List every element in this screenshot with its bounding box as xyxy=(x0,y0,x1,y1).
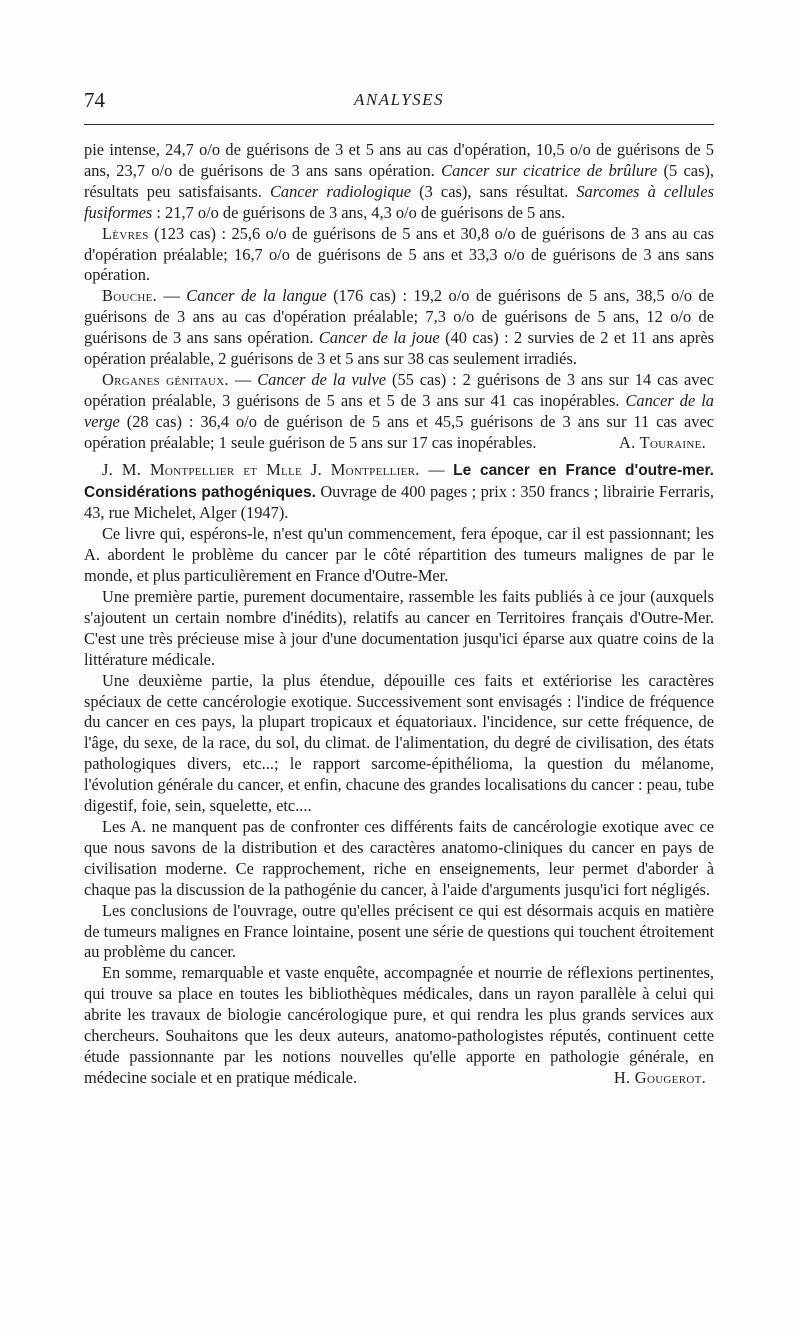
text-run: : 21,7 o/o de guérisons de 3 ans, 4,3 o/o de guérisons de 5 ans. xyxy=(152,202,566,222)
reference-title: Le cancer en France d'outre-mer. Considérations pathogéniques. xyxy=(84,461,714,501)
paragraph-part-two: Une deuxième partie, la plus étendue, dépouille ces faits et extériorise les caractères spéciaux de cette cancérologie exotique. Successivement sont envisagés : l'indice de fréquence du cancer en ces pays, la plupart tropicaux et équatoriaux. l'incidence, sur cette fréquence, de l'âge, du sexe, de la race, du sol, du climat. de l'alimentation, du degré de civilisation, des états pathologiques divers, etc...; le rapport sarcome-épithélioma, la question du mélanome, l'évolution générale du cancer, et enfin, chacune des grandes localisations du cancer : peau, tube digestif, foie, sein, squelette, etc.... xyxy=(84,670,714,816)
text-run: (55 cas) : 2 guérisons de 3 ans sur 14 cas avec opération préalable, 3 guérisons de 5 ans et 5 de 3 ans sur 41 cas inopérables. xyxy=(84,369,714,410)
text-run: (3 cas), sans résultat. xyxy=(411,181,577,201)
text-run: — xyxy=(228,369,258,389)
signature-gougerot: H. Gougerot. xyxy=(613,1067,706,1087)
text-run: (40 cas) : 2 survies de 2 et 11 ans après opération préalable, 2 guérisons de 3 et 5 ans sur 38 cas seulement irradiés. xyxy=(84,328,715,369)
italic-run: Cancer de la joue xyxy=(318,328,440,348)
signature-touraine: A. Touraine. xyxy=(619,432,706,452)
italic-run: Cancer de la langue xyxy=(186,286,327,306)
italic-run: Cancer sur cicatrice de brûlure xyxy=(441,160,658,180)
paragraph-part-one: Une première partie, purement documentaire, rassemble les faits publiés à ce jour (auxquels s'ajoutent un certain nombre d'inédits), relatifs au cancer en Territoires français d'Outre-Mer. C'est une très précieuse mise à jour d'une documentation jusqu'ici éparse aux quatre coins de la littérature médicale. xyxy=(84,587,714,669)
paragraph-comparison: Les A. ne manquent pas de confronter ces différents faits de cancérologie exotique avec ce que nous savons de la distribution et des caractères anatomo-cliniques du cancer en pays de civilisation moderne. Ce rapprochement, riche en enseignements, leur permet d'aborder à chaque pas la discussion de la pathogénie du cancer, à l'aide d'arguments jusqu'ici fort négligés. xyxy=(84,817,714,899)
text-run: En somme, remarquable et vaste enquête, accompagnée et nourrie de réflexions pertinentes, qui trouve sa place en toutes les bibliothèques médicales, dans un rayon parallèle à celui qui abrite les travaux de biologie cancérologique pure, et qui rendra les plus grands services aux chercheurs. Souhaitons que les deux auteurs, anatomo-pathologistes réputés, continuent cette étude passionnante par les notions nouvelles qu'elle apporte en pathologie générale, en médecine sociale et en pratique médicale. xyxy=(84,963,714,1087)
text-run: (176 cas) : 19,2 o/o de guérisons de 5 ans, 38,5 o/o de guérisons de 3 ans au cas d'opération préalable; 7,3 o/o de guérisons de 5 ans, 12 o/o de guérisons de 3 ans sans opération. xyxy=(84,286,715,348)
text-run: (28 cas) : 36,4 o/o de guérison de 5 ans et 45,5 guérisons de 3 ans sur 11 cas avec opération préalable; 1 seule guérison de 5 ans sur 17 cas inopérables. xyxy=(84,411,714,452)
page-number: 74 xyxy=(84,88,105,112)
paragraph-intro: Ce livre qui, espérons-le, n'est qu'un commencement, fera époque, car il est passionnant; les A. abordent le problème du cancer par le côté répartition des tumeurs malignes de par le monde, et plus particulièrement en France d'Outre-Mer. xyxy=(84,524,714,586)
reference-details: Ouvrage de 400 pages ; prix : 350 francs ; librairie Ferraris, 43, rue Michelet, Alger (1947). xyxy=(84,481,714,523)
section-label: Lèvres xyxy=(102,223,149,243)
italic-run: Cancer de la vulve xyxy=(257,369,387,389)
text-run: (5 cas), résultats peu satisfaisants. xyxy=(84,160,715,201)
italic-run: Cancer de la verge xyxy=(84,390,714,431)
italic-run: Sarcomes à cellules fusiformes xyxy=(84,181,714,222)
article-body xyxy=(84,140,714,1089)
paragraph-skin-results xyxy=(84,140,714,224)
paragraph-summary xyxy=(84,963,714,1088)
paragraph-conclusions: Les conclusions de l'ouvrage, outre qu'elles précisent ce qui est désormais acquis en matière de tumeurs malignes en France lointaine, posent une série de questions qui touchent étroitement au problème du cancer. xyxy=(84,900,714,962)
paragraph-organes xyxy=(84,370,714,454)
page-header xyxy=(84,84,714,125)
section-label: Organes génitaux. xyxy=(102,369,229,389)
reference-authors: J. M. Montpellier et Mlle J. Montpellier. xyxy=(102,459,420,479)
paragraph-bouche xyxy=(84,286,714,370)
text-run: (123 cas) : 25,6 o/o de guérisons de 5 ans et 30,8 o/o de guérisons de 3 ans au cas d'opération préalable; 16,7 o/o de guérisons de 5 ans et 33,3 o/o de guérisons de 3 ans sans opération. xyxy=(84,223,714,285)
italic-run: Cancer radiologique xyxy=(269,181,412,201)
paragraph-levres xyxy=(84,224,714,287)
book-reference xyxy=(84,460,714,525)
running-title: ANALYSES xyxy=(353,90,445,109)
text-run: — xyxy=(419,459,454,479)
section-label: Bouche. xyxy=(102,286,158,306)
text-run: pie intense, 24,7 o/o de guérisons de 3 et 5 ans au cas d'opération, 10,5 o/o de guérisons de 5 ans, 23,7 o/o de guérisons de 3 ans sans opération. xyxy=(84,140,714,180)
text-run: — xyxy=(157,286,187,306)
